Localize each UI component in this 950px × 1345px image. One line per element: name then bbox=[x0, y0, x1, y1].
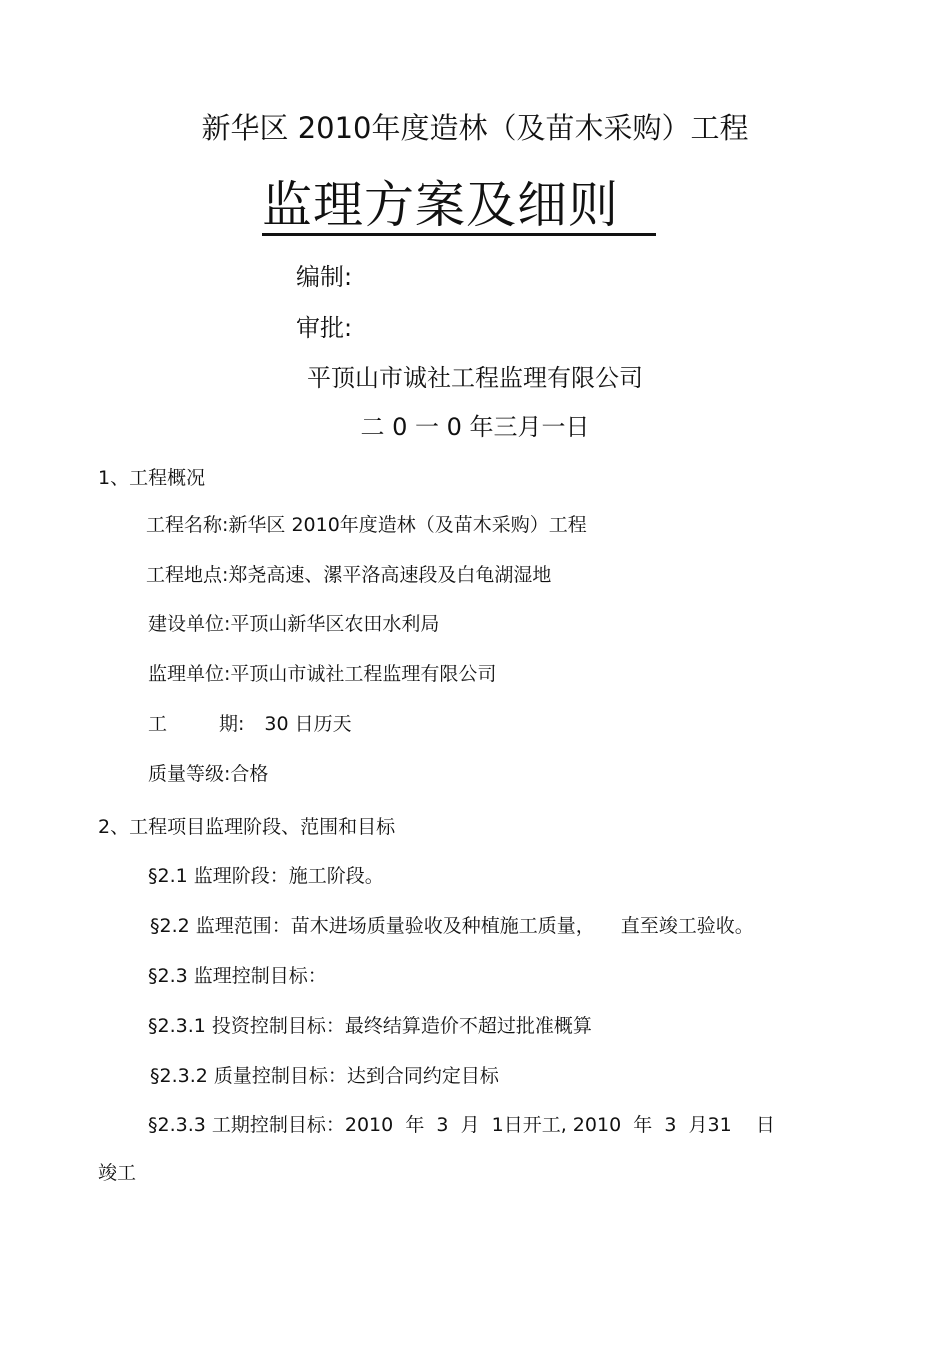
compiler-label: 编制: bbox=[296, 263, 353, 291]
document-subtitle: 新华区 2010年度造林（及苗木采购）工程 bbox=[201, 111, 749, 145]
item-2-3: §2.3 监理控制目标： bbox=[148, 965, 327, 987]
quality-grade-value: 合格 bbox=[230, 763, 269, 785]
owner-unit-value: 平顶山新华区农田水利局 bbox=[230, 613, 440, 635]
construction-period-row bbox=[148, 715, 352, 734]
document-title: 监理方案及细则 bbox=[262, 180, 656, 236]
document-date: 二 0 一 0 年三月一日 bbox=[360, 413, 590, 441]
supervisor-unit-label: 监理单位: bbox=[148, 663, 231, 685]
company-name: 平顶山市诚社工程监理有限公司 bbox=[307, 364, 643, 392]
item-2-2 bbox=[150, 917, 754, 936]
quality-grade-row bbox=[148, 765, 268, 784]
section-heading-overview: 1、工程概况 bbox=[98, 467, 206, 489]
item-2-1: §2.1 监理阶段：施工阶段。 bbox=[148, 865, 384, 887]
item-2-3-3-continued: 竣工 bbox=[98, 1162, 137, 1184]
item-2-3-3: §2.3.3 工期控制目标：2010 年 3 月 1日开工, 2010 年 3 月31 日 bbox=[148, 1114, 775, 1136]
project-name-row bbox=[146, 516, 587, 535]
item-2-2-text: §2.2 监理范围：苗木进场质量验收及种植施工质量， bbox=[150, 915, 595, 937]
construction-period-value: 30 日历天 bbox=[264, 713, 352, 735]
owner-unit-label: 建设单位: bbox=[148, 613, 231, 635]
project-location-label: 工程地点: bbox=[146, 564, 229, 586]
quality-grade-label: 质量等级: bbox=[148, 763, 231, 785]
owner-unit-row bbox=[148, 615, 439, 634]
section-heading-scope: 2、工程项目监理阶段、范围和目标 bbox=[98, 816, 396, 838]
construction-period-label-a: 工 bbox=[148, 713, 168, 735]
project-location-row bbox=[146, 566, 551, 585]
approver-label: 审批: bbox=[296, 314, 353, 342]
project-name-label: 工程名称: bbox=[146, 514, 229, 536]
item-2-2-text-b: 直至竣工验收。 bbox=[620, 915, 754, 937]
item-2-3-1: §2.3.1 投资控制目标：最终结算造价不超过批准概算 bbox=[148, 1015, 592, 1037]
construction-period-label-b: 期: bbox=[219, 713, 245, 735]
project-name-value: 新华区 2010年度造林（及苗木采购）工程 bbox=[228, 514, 587, 536]
supervisor-unit-value: 平顶山市诚社工程监理有限公司 bbox=[230, 663, 497, 685]
supervisor-unit-row bbox=[148, 665, 496, 684]
project-location-value: 郑尧高速、漯平洛高速段及白龟湖湿地 bbox=[228, 564, 552, 586]
item-2-3-2: §2.3.2 质量控制目标：达到合同约定目标 bbox=[150, 1065, 499, 1087]
